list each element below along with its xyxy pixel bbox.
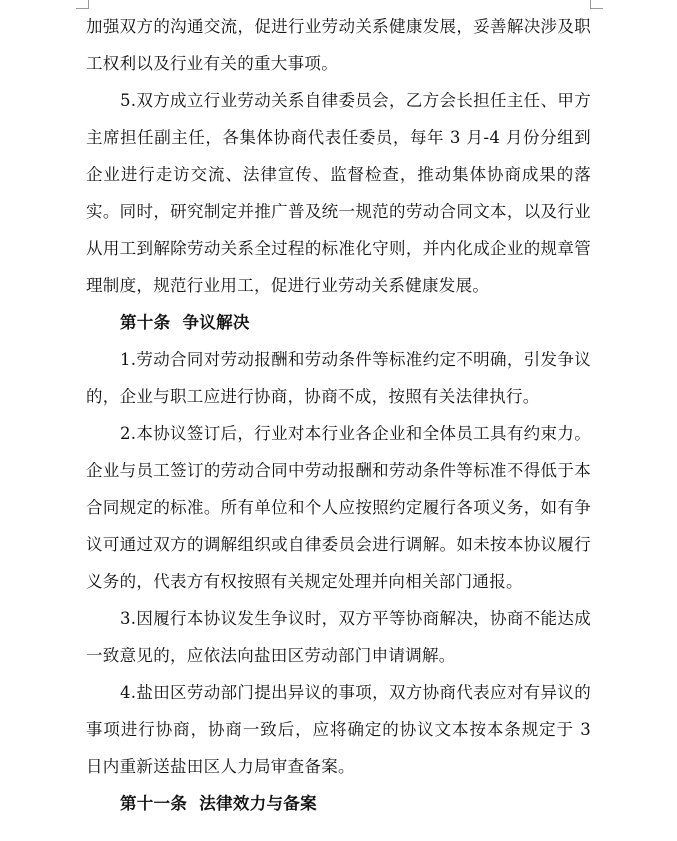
paragraph-continued: 加强双方的沟通交流，促进行业劳动关系健康发展，妥善解决涉及职工权利以及行业有关的重大事项。 [86, 17, 591, 73]
paragraph-item-4: 4.盐田区劳动部门提出异议的事项，双方协商代表应对有异议的事项进行协商，协商一致后，应将确定的协议文本按本条规定于 3 日内重新送盐田区人力局审查备案。 [86, 683, 591, 776]
paragraph-item-2: 2.本协议签订后，行业对本行业各企业和全体员工具有约束力。企业与员工签订的劳动合同中劳动报酬和劳动条件等标准不得低于本合同规定的标准。所有单位和个人应按照约定履行各项义务，如有争议可通过双方的调解组织或自律委员会进行调解。如未按本协议履行义务的，代表方有权按照有关规定处理并向相关部门通报。 [86, 424, 591, 591]
margin-corner-mark-right [590, 0, 603, 9]
article-10-heading: 第十条 争议解决 [120, 313, 250, 332]
article-11-heading: 第十一条 法律效力与备案 [120, 794, 317, 813]
document-body [86, 8, 591, 822]
paragraph-item-3: 3.因履行本协议发生争议时，双方平等协商解决，协商不能达成一致意见的，应依法向盐田区劳动部门申请调解。 [86, 609, 591, 665]
paragraph-item-1: 1.劳动合同对劳动报酬和劳动条件等标准约定不明确，引发争议的，企业与职工应进行协商，协商不成，按照有关法律执行。 [86, 350, 591, 406]
paragraph-item-5: 5.双方成立行业劳动关系自律委员会，乙方会长担任主任、甲方主席担任副主任，各集体协商代表任委员，每年 3 月-4 月份分组到企业进行走访交流、法律宣传、监督检查，推动集体协商成果的落实。同时，研究制定并推广普及统一规范的劳动合同文本，以及行业从用工到解除劳动关系全过程的标准化守则，并内化成企业的规章管理制度，规范行业用工，促进行业劳动关系健康发展。 [86, 91, 591, 295]
